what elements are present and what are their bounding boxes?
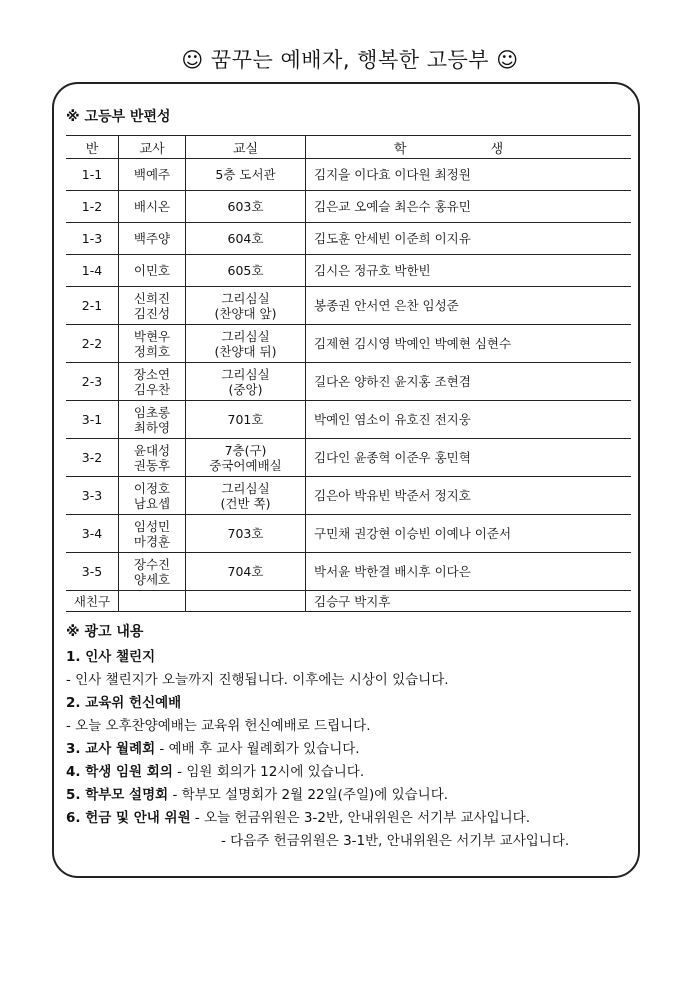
teacher-name: 남요셉 <box>133 495 171 511</box>
teacher-cell <box>119 159 186 191</box>
students-cell: 김다인 윤종혁 이준우 홍민혁 <box>306 439 632 477</box>
table-row <box>66 159 631 191</box>
students-cell: 김시은 정규호 박한빈 <box>306 255 632 287</box>
header-room: 교실 <box>186 136 306 159</box>
room-line: 그리심실 <box>221 328 270 344</box>
students-cell: 박예인 염소이 유호진 전지웅 <box>306 401 632 439</box>
room-line: 701호 <box>227 412 264 427</box>
room-line: 그리심실 <box>221 290 270 306</box>
class-cell: 새친구 <box>66 591 119 612</box>
students-cell: 김지을 이다효 이다원 최정원 <box>306 159 632 191</box>
class-cell: 3-4 <box>66 515 119 553</box>
students-cell: 김도훈 안세빈 이준희 이지유 <box>306 223 632 255</box>
students-cell: 박서윤 박한결 배시후 이다은 <box>306 553 632 591</box>
teacher-cell <box>119 223 186 255</box>
teacher-name: 배시온 <box>133 199 171 214</box>
announcement-title: 6. 헌금 및 안내 위원 <box>66 810 191 826</box>
teacher-name: 백주양 <box>133 231 171 246</box>
table-row <box>66 363 631 401</box>
teacher-cell <box>119 255 186 287</box>
class-cell: 1-4 <box>66 255 119 287</box>
teacher-name: 이민호 <box>133 263 171 278</box>
class-roster-table <box>66 135 631 612</box>
roster-body <box>66 159 631 612</box>
announcement-list <box>66 646 641 853</box>
room-line: 중국어예배실 <box>209 457 282 473</box>
announcement-item <box>66 761 641 784</box>
students-cell: 봉종권 안서연 은찬 임성준 <box>306 287 632 325</box>
roster-heading: ※ 고등부 반편성 <box>66 109 171 125</box>
room-cell <box>186 515 306 553</box>
ads-heading: ※ 광고 내용 <box>66 624 144 640</box>
room-cell <box>186 159 306 191</box>
room-line: 7층(구) <box>224 442 267 458</box>
table-row <box>66 515 631 553</box>
table-row <box>66 287 631 325</box>
teacher-name: 장소연 <box>133 366 171 382</box>
room-line: 605호 <box>227 263 264 278</box>
teacher-cell <box>119 591 186 612</box>
announcement-item <box>66 738 641 761</box>
announcement-title: 1. 인사 챌린지 <box>66 649 156 665</box>
page-title: ☺ 꿈꾸는 예배자, 행복한 고등부 ☺ <box>181 48 519 72</box>
teacher-name: 백예주 <box>133 167 171 182</box>
room-cell <box>186 255 306 287</box>
students-cell: 김은교 오예슬 최은수 홍유민 <box>306 191 632 223</box>
teacher-name: 양세호 <box>133 571 171 587</box>
room-line: 그리심실 <box>221 480 270 496</box>
room-line: (찬양대 앞) <box>214 305 277 321</box>
teacher-name: 윤대성 <box>133 442 171 458</box>
announcement-item <box>66 784 641 807</box>
class-cell: 1-1 <box>66 159 119 191</box>
teacher-cell <box>119 363 186 401</box>
class-cell: 3-2 <box>66 439 119 477</box>
room-cell <box>186 287 306 325</box>
table-row <box>66 401 631 439</box>
table-row <box>66 439 631 477</box>
students-cell: 김제현 김시영 박예인 박예현 심현수 <box>306 325 632 363</box>
room-cell <box>186 553 306 591</box>
room-line: 703호 <box>227 526 264 541</box>
table-row <box>66 591 631 612</box>
teacher-name: 임성민 <box>133 518 171 534</box>
room-line: (중앙) <box>228 381 263 397</box>
room-line: 604호 <box>227 231 264 246</box>
teacher-name: 박현우 <box>133 328 171 344</box>
header-class: 반 <box>66 136 119 159</box>
room-line: 5층 도서관 <box>215 167 276 182</box>
announcement-title: 3. 교사 월례회 <box>66 741 156 757</box>
table-row <box>66 553 631 591</box>
announcement-text: - 오늘 오후찬양예배는 교육위 헌신예배로 드립니다. <box>66 718 371 734</box>
teacher-name: 임초롱 <box>133 404 171 420</box>
room-line: 603호 <box>227 199 264 214</box>
announcement-continuation: - 다음주 헌금위원은 3-1반, 안내위원은 서기부 교사입니다. <box>221 833 570 849</box>
students-cell: 김승구 박지후 <box>306 591 632 612</box>
table-row <box>66 223 631 255</box>
teacher-name: 신희진 <box>133 290 171 306</box>
announcement-item <box>66 646 641 669</box>
class-cell: 3-3 <box>66 477 119 515</box>
teacher-cell <box>119 515 186 553</box>
students-cell: 길다온 양하진 윤지홍 조현겸 <box>306 363 632 401</box>
teacher-cell <box>119 439 186 477</box>
students-cell: 김은아 박유빈 박준서 정지호 <box>306 477 632 515</box>
room-cell <box>186 401 306 439</box>
announcement-text: - 학부모 설명회가 2월 22일(주일)에 있습니다. <box>168 787 449 803</box>
class-cell: 3-5 <box>66 553 119 591</box>
teacher-cell <box>119 325 186 363</box>
room-cell <box>186 223 306 255</box>
table-row <box>66 191 631 223</box>
room-line: 704호 <box>227 564 264 579</box>
room-cell <box>186 591 306 612</box>
announcement-item <box>66 692 641 715</box>
teacher-name: 마경훈 <box>133 533 171 549</box>
room-cell <box>186 191 306 223</box>
room-line: 그리심실 <box>221 366 270 382</box>
teacher-cell <box>119 401 186 439</box>
teacher-name: 권동후 <box>133 457 171 473</box>
teacher-name: 김우찬 <box>133 381 171 397</box>
room-cell <box>186 363 306 401</box>
teacher-cell <box>119 477 186 515</box>
announcement-item <box>66 715 641 738</box>
announcement-text: - 인사 챌린지가 오늘까지 진행됩니다. 이후에는 시상이 있습니다. <box>66 672 449 688</box>
teacher-cell <box>119 191 186 223</box>
class-cell: 1-3 <box>66 223 119 255</box>
announcement-item <box>66 807 641 830</box>
teacher-cell <box>119 553 186 591</box>
announcement-text: - 예배 후 교사 월례회가 있습니다. <box>155 741 360 757</box>
table-row <box>66 477 631 515</box>
header-students: 학 생 <box>306 136 632 159</box>
announcement-text: - 임원 회의가 12시에 있습니다. <box>172 764 365 780</box>
teacher-name: 최하영 <box>133 419 171 435</box>
room-cell <box>186 439 306 477</box>
announcement-title: 5. 학부모 설명회 <box>66 787 169 803</box>
teacher-cell <box>119 287 186 325</box>
table-header-row <box>66 136 631 159</box>
class-cell: 1-2 <box>66 191 119 223</box>
room-cell <box>186 477 306 515</box>
teacher-name: 장수진 <box>133 556 171 572</box>
announcement-item <box>66 669 641 692</box>
room-line: (찬양대 뒤) <box>214 343 277 359</box>
class-cell: 2-2 <box>66 325 119 363</box>
class-cell: 2-1 <box>66 287 119 325</box>
table-row <box>66 255 631 287</box>
room-cell <box>186 325 306 363</box>
students-cell: 구민채 권강현 이승빈 이예나 이준서 <box>306 515 632 553</box>
room-line: (건반 쪽) <box>220 495 271 511</box>
table-row <box>66 325 631 363</box>
teacher-name: 김진성 <box>133 305 171 321</box>
class-cell: 2-3 <box>66 363 119 401</box>
teacher-name: 정희호 <box>133 343 171 359</box>
teacher-name: 이정호 <box>133 480 171 496</box>
header-teacher: 교사 <box>119 136 186 159</box>
class-cell: 3-1 <box>66 401 119 439</box>
announcement-text: - 오늘 헌금위원은 3-2반, 안내위원은 서기부 교사입니다. <box>190 810 531 826</box>
announcement-title: 4. 학생 임원 회의 <box>66 764 173 780</box>
announcement-title: 2. 교육위 헌신예배 <box>66 695 182 711</box>
